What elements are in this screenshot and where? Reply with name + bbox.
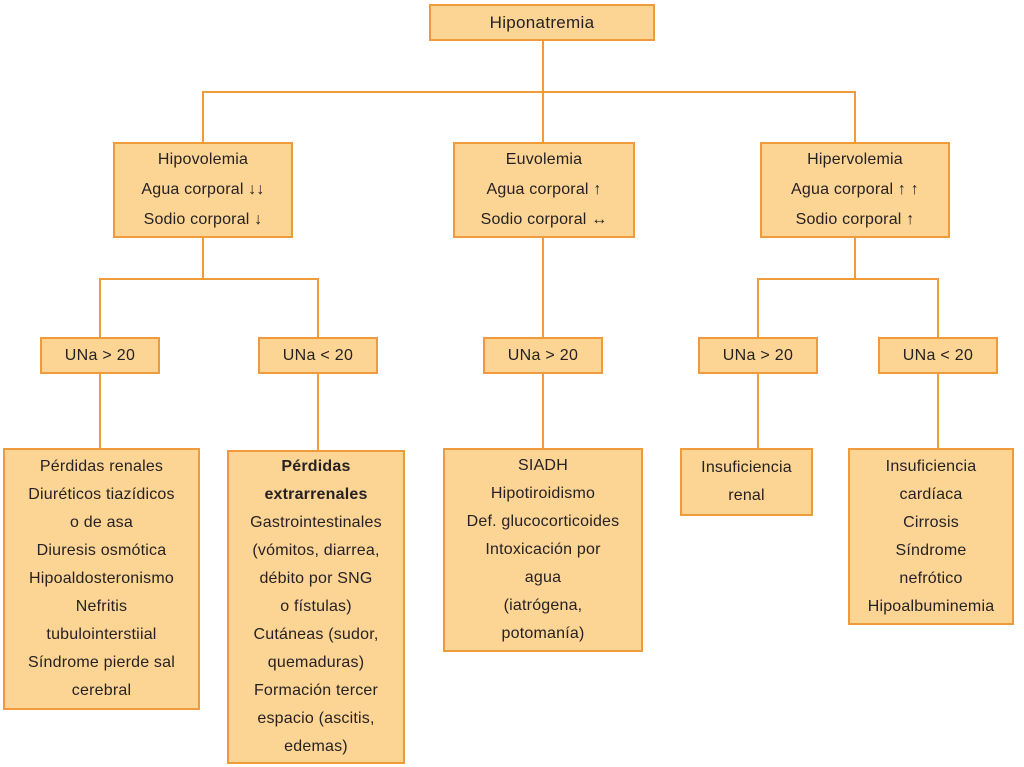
text-line: Pérdidas — [281, 458, 351, 475]
text-line: edemas) — [284, 738, 348, 755]
text-line: Hipoaldosteronismo — [28, 570, 174, 587]
connector-drop-una-lt20-right — [937, 278, 939, 337]
text-line: potomanía) — [501, 625, 585, 642]
connector-una-to-perdidas-renales — [99, 374, 101, 448]
connector-una-to-perdidas-extrarrenales — [317, 374, 319, 450]
connector-drop-una-gt20-left — [99, 278, 101, 337]
text-line: Cutáneas (sudor, — [253, 626, 379, 643]
node-hipovolemia — [113, 142, 293, 238]
node-una-lt20-hipervolemia — [878, 337, 998, 374]
node-euvolemia — [453, 142, 635, 238]
connector-drop-una-gt20-right — [757, 278, 759, 337]
text-line: renal — [728, 487, 765, 504]
text-line: Hipervolemia — [807, 151, 903, 168]
text-line: Euvolemia — [505, 151, 583, 168]
connector-top-horizontal — [202, 91, 856, 93]
text-line: Cirrosis — [903, 513, 959, 531]
text-line: Síndrome — [895, 541, 967, 559]
text-line: Agua corporal ↑ ↑ — [791, 181, 919, 198]
node-una-gt20-hipervolemia — [698, 337, 818, 374]
text-line: nefrótico — [899, 569, 963, 587]
node-una-gt20-hipovolemia — [40, 337, 160, 374]
text-line: (iatrógena, — [503, 597, 583, 614]
node-hipervolemia — [760, 142, 950, 238]
node-perdidas-renales — [3, 448, 200, 710]
node-label: UNa < 20 — [902, 346, 974, 364]
node-label: UNa > 20 — [722, 346, 794, 364]
node-una-gt20-euvolemia — [483, 337, 603, 374]
node-siadh-causes — [443, 448, 643, 652]
text-line: Agua corporal ↑ — [486, 181, 602, 198]
connector-una-to-siadh — [542, 374, 544, 448]
connector-hipovolemia-horizontal — [99, 278, 319, 280]
connector-drop-hipovolemia — [202, 91, 204, 142]
connector-euvolemia-to-una — [542, 238, 544, 337]
connector-una-to-insuficiencia-cardiaca — [937, 374, 939, 448]
text-line: Formación tercer — [253, 682, 379, 699]
node-insuficiencia-renal — [680, 448, 813, 516]
text-line: Hipoalbuminemia — [867, 597, 995, 615]
text-line: Hipotiroidismo — [490, 485, 596, 502]
connector-drop-hipervolemia — [854, 91, 856, 142]
text-line: Insuficiencia — [885, 457, 977, 475]
text-line: SIADH — [518, 457, 568, 474]
text-line: tubulointerstiial — [46, 626, 157, 643]
connector-drop-una-lt20-left — [317, 278, 319, 337]
text-line: Diuresis osmótica — [36, 542, 167, 559]
text-line: cardíaca — [899, 485, 963, 503]
text-line: Síndrome pierde sal — [28, 654, 175, 671]
text-line: extrarrenales — [264, 486, 368, 503]
connector-hipervolemia-riser — [854, 238, 856, 280]
node-perdidas-extrarrenales — [227, 450, 405, 764]
node-una-lt20-hipovolemia — [258, 337, 378, 374]
text-line: Intoxicación por — [485, 541, 601, 558]
node-label: UNa > 20 — [507, 346, 579, 364]
text-line: cerebral — [71, 682, 132, 699]
text-line: Gastrointestinales — [250, 514, 382, 531]
node-label: UNa > 20 — [64, 346, 136, 364]
node-label: Hiponatremia — [489, 12, 595, 32]
text-line: agua — [524, 569, 562, 586]
text-line: Nefritis — [75, 598, 128, 615]
connector-hipovolemia-riser — [202, 238, 204, 280]
connector-hipervolemia-horizontal — [757, 278, 939, 280]
text-line: Sodio corporal ↓ — [143, 211, 263, 228]
text-line: Def. glucocorticoides — [466, 513, 620, 530]
text-line: (vómitos, diarrea, — [252, 542, 380, 559]
node-label: UNa < 20 — [282, 346, 354, 364]
text-line: Sodio corporal ↔ — [480, 211, 608, 228]
text-line: Sodio corporal ↑ — [795, 211, 915, 228]
text-line: Pérdidas renales — [39, 458, 164, 475]
text-line: quemaduras) — [267, 654, 365, 671]
text-line: Diuréticos tiazídicos — [28, 486, 175, 503]
text-line: Insuficiencia — [701, 459, 792, 476]
connector-una-to-insuficiencia-renal — [757, 374, 759, 448]
text-line: Agua corporal ↓↓ — [141, 181, 265, 198]
text-line: o fístulas) — [280, 598, 352, 615]
text-line: o de asa — [70, 514, 133, 531]
text-line: espacio (ascitis, — [257, 710, 375, 727]
node-insuficiencia-cardiaca — [848, 448, 1014, 625]
text-line: débito por SNG — [259, 570, 373, 587]
text-line: Hipovolemia — [157, 151, 249, 168]
node-hiponatremia — [429, 4, 655, 41]
